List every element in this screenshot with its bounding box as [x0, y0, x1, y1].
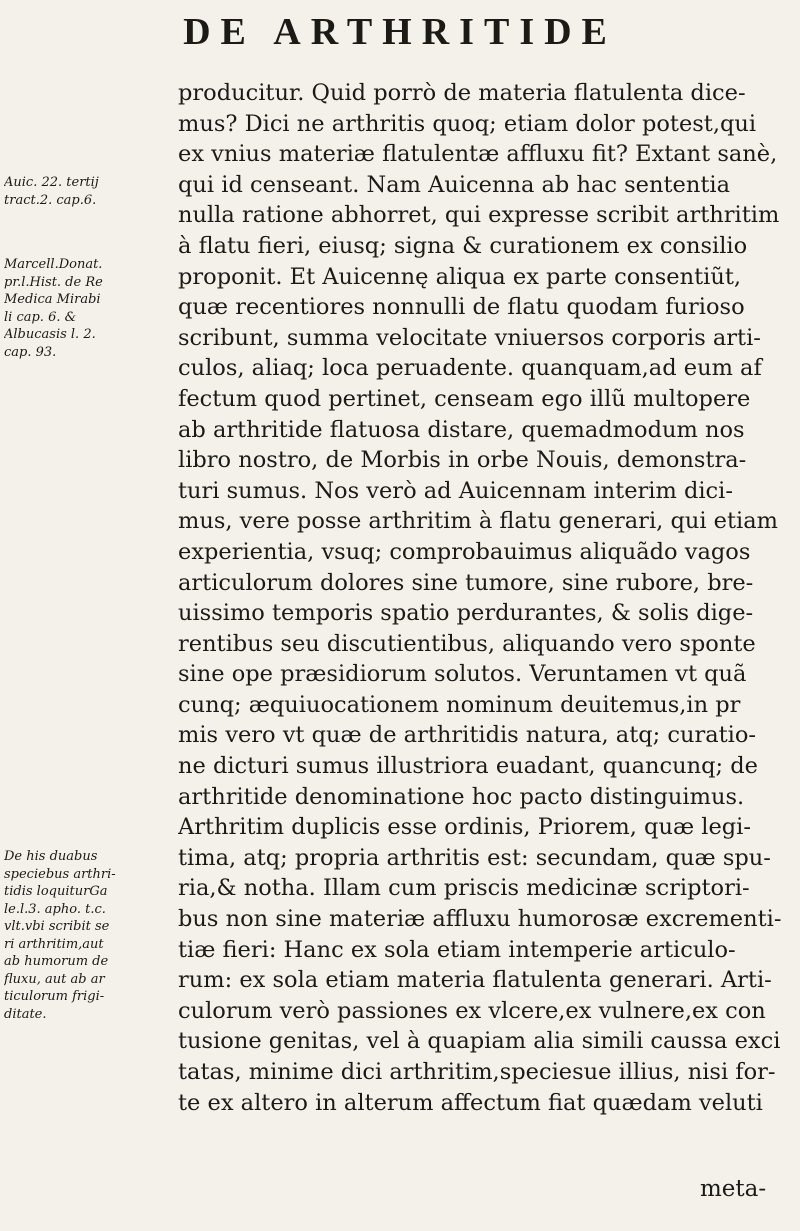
margin-note-line: De his duabus: [4, 849, 98, 864]
margin-note-line: ticulorum frigi-: [4, 989, 105, 1004]
margin-note-line: speciebus arthri-: [4, 866, 116, 882]
text-line: arthritide denominatione hoc pacto distinguimus.: [178, 783, 745, 810]
text-line: proponit. Et Auicennę aliqua ex parte consentiũt,: [178, 263, 742, 290]
text-line: producitur. Quid porrò de materia flatulenta dice-: [178, 80, 746, 106]
text-line: ne dicturi sumus illustriora euadant, quancunq; de: [178, 753, 758, 780]
text-line: mus? Dici ne arthritis quoq; etiam dolor potest,qui: [178, 110, 757, 137]
margin-note-galen: [4, 848, 174, 1023]
text-line: libro nostro, de Morbis in orbe Nouis, demonstra-: [178, 447, 747, 474]
margin-note-line: Albucasis l. 2.: [4, 327, 96, 342]
margin-note-marcellus: [4, 256, 174, 361]
margin-note-line: cap. 93.: [4, 344, 57, 360]
text-line: uissimo temporis spatio perdurantes, & solis dige-: [178, 600, 754, 627]
text-line: fectum quod pertinet, censeam ego illũ multopere: [178, 385, 751, 412]
text-line: turi sumus. Nos verò ad Auicennam interim dici-: [178, 477, 733, 504]
text-line: bus non sine materiæ affluxu humorosæ excrementi-: [178, 906, 782, 933]
margin-note-line: li cap. 6. &: [4, 309, 77, 325]
margin-note-line: pr.l.Hist. de Re: [4, 274, 103, 290]
text-line: culorum verò passiones ex vlcere,ex vulnere,ex con: [178, 997, 766, 1024]
text-line: nulla ratione abhorret, qui expresse scribit arthritim: [178, 202, 780, 229]
text-line: rentibus seu discutientibus, aliquando vero sponte: [178, 630, 756, 657]
text-line: à flatu fieri, eiusq; signa & curationem ex consilio: [178, 232, 748, 259]
text-line: tiæ fieri: Hanc ex sola etiam intemperie articulo-: [178, 936, 736, 963]
text-line: culos, aliaq; loca peruadente. quanquam,ad eum af: [178, 355, 762, 382]
text-line: te ex altero in alterum affectum fiat quædam veluti: [178, 1089, 763, 1116]
text-line: mus, vere posse arthritim à flatu generari, qui etiam: [178, 508, 778, 535]
text-line: ria,& notha. Illam cum priscis medicinæ scriptori-: [178, 875, 750, 902]
margin-note-auicenna: [4, 174, 174, 209]
text-line: experientia, vsuq; comprobauimus aliquãdo vagos: [178, 538, 751, 565]
margin-note-line: Marcell.Donat.: [4, 257, 103, 272]
margin-note-line: ri arthritim,aut: [4, 936, 104, 952]
text-line: qui id censeant. Nam Auicenna ab hac sententia: [178, 171, 730, 198]
running-header: DE ARTHRITIDE: [183, 11, 617, 53]
text-line: articulorum dolores sine tumore, sine rubore, bre-: [178, 569, 754, 596]
text-line: ex vnius materiæ flatulentæ affluxu fit? Extant sanè,: [178, 141, 778, 168]
text-line: cunq; æquiuocationem nominum deuitemus,in pr: [178, 691, 741, 718]
text-line: rum: ex sola etiam materia flatulenta generari. Arti-: [178, 967, 772, 994]
text-line: quæ recentiores nonnulli de flatu quodam furioso: [178, 294, 745, 321]
text-line: Arthritim duplicis esse ordinis, Priorem, quæ legi-: [178, 814, 751, 841]
margin-note-line: fluxu, aut ab ar: [4, 971, 105, 987]
margin-note-line: tidis loquiturGa: [4, 884, 108, 899]
margin-note-line: Auic. 22. tertij: [4, 175, 99, 190]
text-line: scribunt, summa velocitate vniuersos corporis arti-: [178, 324, 761, 351]
text-line: mis vero vt quæ de arthritidis natura, atq; curatio-: [178, 722, 757, 749]
margin-note-line: vlt.vbi scribit se: [4, 919, 110, 934]
margin-note-line: ab humorum de: [4, 954, 109, 969]
text-line: sine ope præsidiorum solutos. Veruntamen vt quã: [178, 661, 747, 688]
text-line: tatas, minime dici arthritim,speciesue illius, nisi for-: [178, 1059, 776, 1085]
text-line: ab arthritide flatuosa distare, quemadmodum nos: [178, 416, 745, 443]
main-text-block: [178, 78, 793, 1118]
margin-note-line: ditate.: [4, 1006, 47, 1022]
text-line: tima, atq; propria arthritis est: secundam, quæ spu-: [178, 844, 771, 871]
margin-note-line: Medica Mirabi: [4, 292, 101, 307]
margin-note-line: le.l.3. apho. t.c.: [4, 901, 106, 917]
catchword: meta-: [700, 1176, 767, 1202]
text-line: tusione genitas, vel à quapiam alia simili caussa exci: [178, 1028, 781, 1055]
margin-note-line: tract.2. cap.6.: [4, 192, 97, 208]
